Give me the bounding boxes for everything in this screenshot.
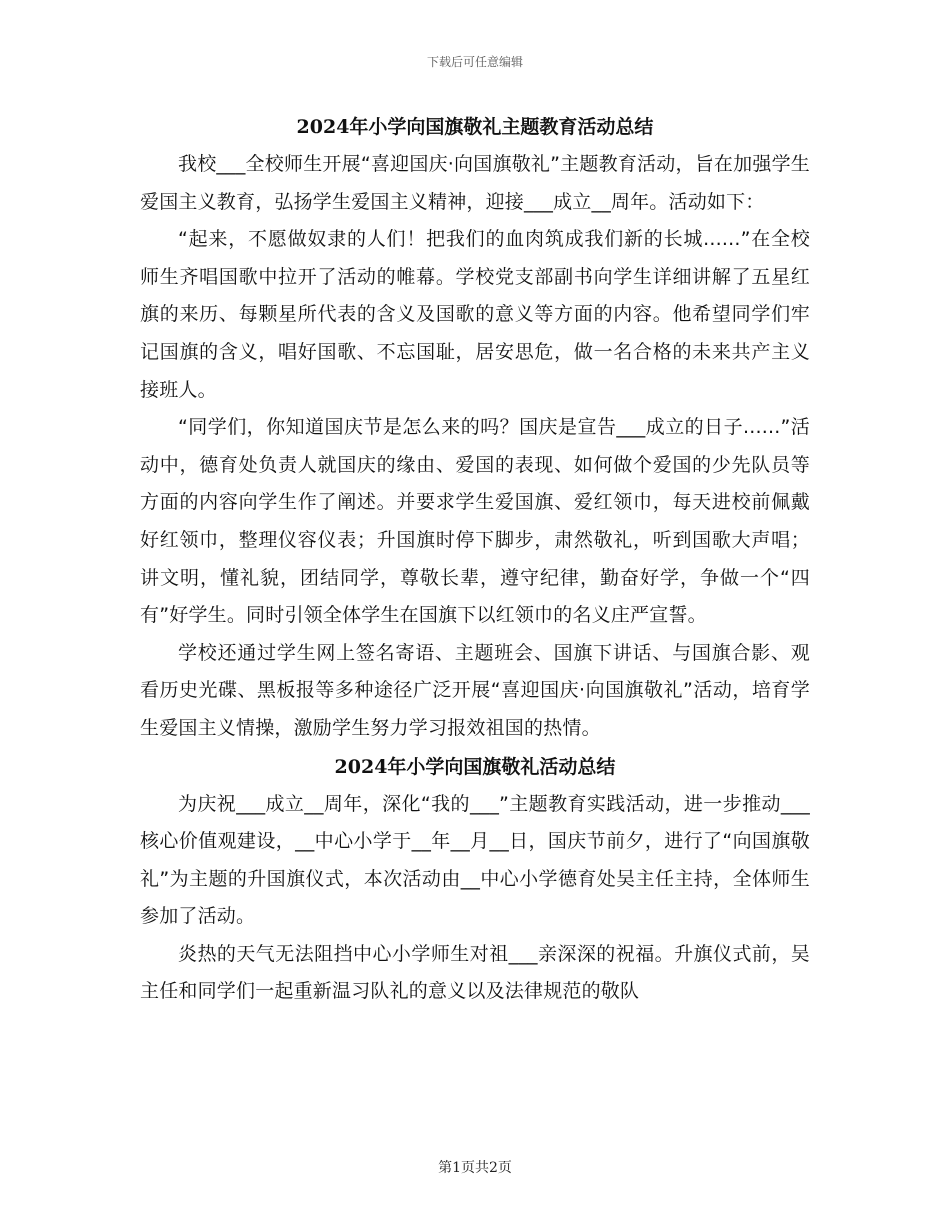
page-footer: 第1页共2页 [438, 1160, 512, 1176]
section-1-paragraph-2: “起来，不愿做奴隶的人们！把我们的血肉筑成我们新的长城......”在全校师生齐唱国歌中拉开了活动的帷幕。学校党支部副书向学生详细讲解了五星红旗的来历、每颗星所代表的含义及国歌的意义等方面的内容。他希望同学们牢记国旗的含义，唱好国歌、不忘国耻，居安思危，做一名合格的未来共产主义接班人。 [140, 228, 810, 401]
section-2-paragraph-2: 炎热的天气无法阻挡中心小学师生对祖___亲深深的祝福。升旗仪式前，吴主任和同学们一起重新温习队礼的意义以及法律规范的敬队 [140, 942, 810, 1003]
section-1-paragraph-1: 我校___全校师生开展“喜迎国庆·向国旗敬礼”主题教育活动，旨在加强学生爱国主义教育，弘扬学生爱国主义精神，迎接___成立__周年。活动如下： [140, 153, 810, 213]
section-2-paragraph-1: 为庆祝___成立__周年，深化“我的___”主题教育实践活动，进一步推动___核心价值观建设，__中心小学于__年__月__日，国庆节前夕，进行了“向国旗敬礼”为主题的升国旗仪式，本次活动由__中心小学德育处吴主任主持，全体师生参加了活动。 [140, 792, 810, 928]
header-note: 下载后可任意编辑 [426, 55, 523, 69]
section-2-title: 2024年小学向国旗敬礼活动总结 [334, 755, 616, 778]
section-1-paragraph-3: “同学们，你知道国庆节是怎么来的吗？国庆是宣告___成立的日子......”活动中，德育处负责人就国庆的缘由、爱国的表现、如何做个爱国的少先队员等方面的内容向学生作了阐述。并要求学生爱国旗、爱红领巾，每天进校前佩戴好红领巾，整理仪容仪表；升国旗时停下脚步，肃然敬礼，听到国歌大声唱；讲文明，懂礼貌，团结同学，尊敬长辈，遵守纪律，勤奋好学，争做一个“四有”好学生。同时引领全体学生在国旗下以红领巾的名义庄严宣誓。 [140, 416, 810, 627]
section-1-title: 2024年小学向国旗敬礼主题教育活动总结 [296, 116, 654, 138]
document-body [140, 108, 810, 1011]
section-1-paragraph-4: 学校还通过学生网上签名寄语、主题班会、国旗下讲话、与国旗合影、观看历史光碟、黑板报等多种途径广泛开展“喜迎国庆·向国旗敬礼”活动，培育学生爱国主义情操，激励学生努力学习报效祖国的热情。 [140, 641, 810, 739]
